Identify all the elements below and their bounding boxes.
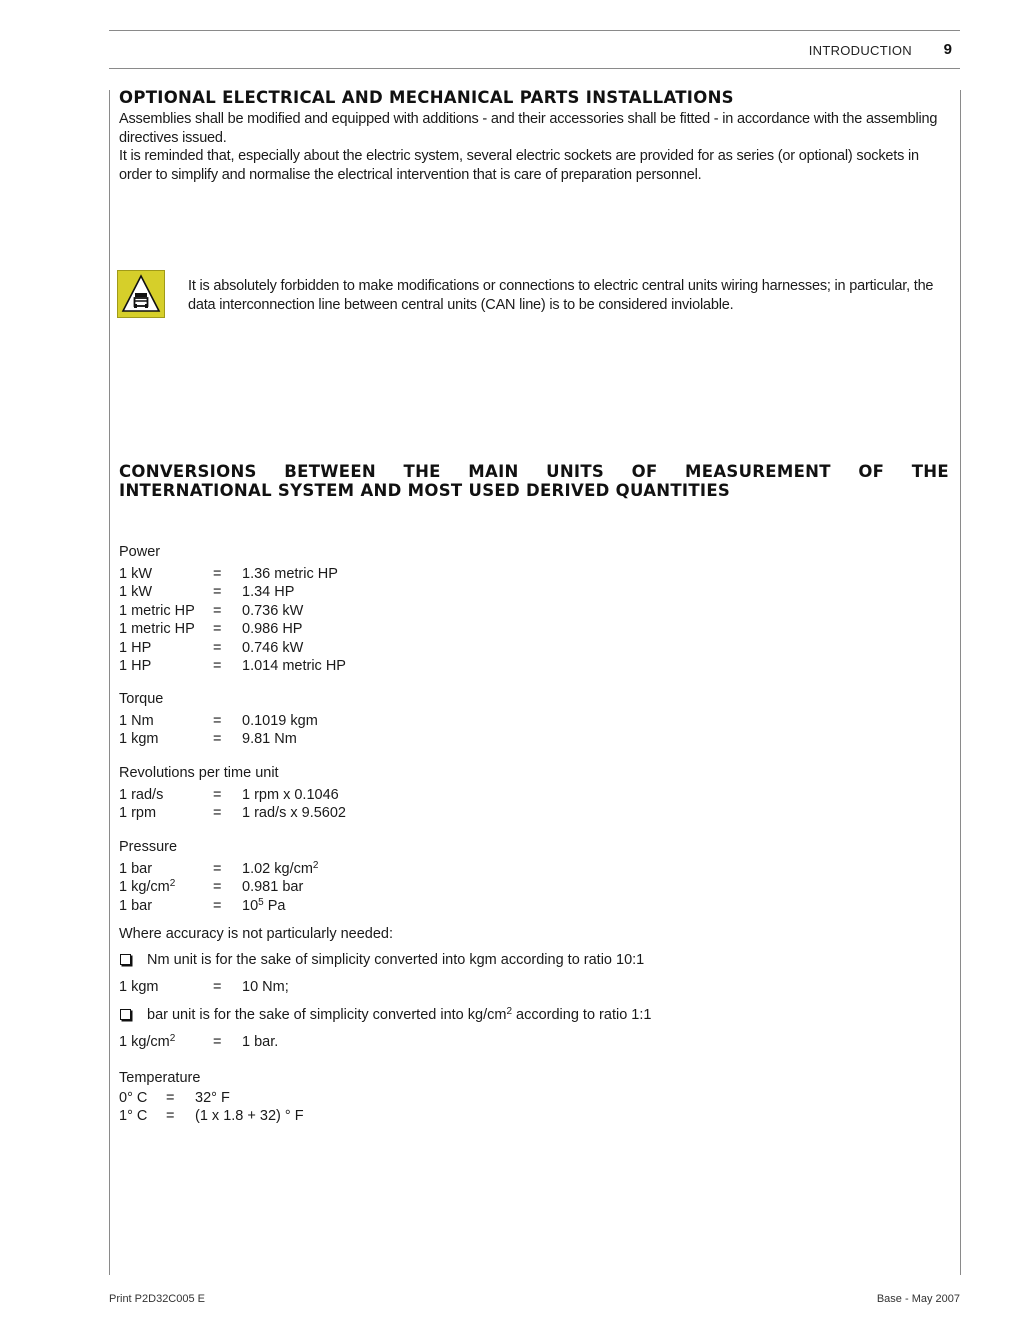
paragraph: It is reminded that, especially about the electric system, several electric sockets are provided for as series (or optional) sockets in order to simplify and normalise the electrical intervention that is care of preparation personnel. [119,148,919,183]
conversion-row: 1 kgm = 9.81 Nm [119,731,297,748]
torque-heading: Torque [119,691,164,707]
torque-block [119,691,949,749]
right-margin-rule [960,90,961,1275]
section-optional-parts [119,88,949,184]
revolutions-heading: Revolutions per time unit [119,765,279,781]
revolutions-block [119,765,949,823]
conversion-row: 1 kgm = 10 Nm; [119,979,289,996]
power-block [119,544,949,675]
section-conversions [119,462,949,500]
list-item: Nm unit is for the sake of simplicity converted into kgm according to ratio 10:1 [119,951,949,969]
section-title: OPTIONAL ELECTRICAL AND MECHANICAL PARTS INSTALLATIONS [119,88,734,107]
conversion-row: 1° C = (1 x 1.8 + 32) ° F [119,1108,304,1125]
conversion-row: 1 metric HP = 0.986 HP [119,621,303,638]
accuracy-block [119,926,949,1052]
conversion-row: 1 $kg/cm^2$ = 1 bar. [119,1033,279,1051]
checkbox-bullet-icon [120,954,131,965]
conversion-row: 1 metric HP = 0.736 kW [119,602,304,619]
section-title-line1: CONVERSIONS BETWEEN THE MAIN UNITS OF MEASUREMENT OF THE [119,462,949,481]
header-rule-top [109,30,960,31]
conversion-row: 1 kW = 1.34 HP [119,584,295,601]
conversion-row: 1 HP = 1.014 metric HP [119,657,346,674]
pressure-heading: Pressure [119,839,178,855]
conversion-row: 1 Nm = 0.1019 kgm [119,713,318,729]
temperature-heading: Temperature [119,1070,201,1086]
conversion-row: 1 bar = 1.02 $kg/cm^2$ [119,860,319,877]
section-title-line2: INTERNATIONAL SYSTEM AND MOST USED DERIVED QUANTITIES [119,481,731,500]
conversion-row: 1 $kg/cm^2$ = 0.981 bar [119,878,304,896]
accuracy-intro: Where accuracy is not particularly needed: [119,926,394,942]
header-page-number: 9 [943,41,952,58]
left-margin-rule [109,90,110,1275]
conversion-row: 1 rad/s = 1 rpm x 0.1046 [119,787,339,803]
conversion-row: 1 kW = 1.36 metric HP [119,566,338,582]
checkbox-bullet-icon [120,1009,131,1020]
paragraph: Assemblies shall be modified and equipped with additions - and their accessories shall be fitted - in accordance with the assembling directives issued. [119,111,938,146]
pressure-block [119,839,949,915]
power-heading: Power [119,544,161,560]
temperature-block [119,1070,949,1126]
warning-triangle-icon [117,270,165,318]
conversion-row: 1 bar = $10^5$ Pa [119,896,286,914]
list-item: bar unit is for the sake of simplicity converted into $kg/cm^2$ according to ratio 1:1 [119,1006,949,1024]
conversion-row: 1 rpm = 1 rad/s x 9.5602 [119,805,346,822]
conversion-row: 0° C = 32° F [119,1090,230,1106]
conversion-row: 1 HP = 0.746 kW [119,639,304,656]
header-section-label: INTRODUCTION [808,43,912,58]
footer-print-code: Print P2D32C005 E [109,1293,205,1305]
header-rule-bottom [109,68,960,69]
warning-text: It is absolutely forbidden to make modifications or connections to electric central units wiring harnesses; in particular, the data interconnection line between central units (CAN line) is to be considered inviolable. [188,278,934,313]
footer-edition: Base - May 2007 [876,1293,960,1305]
